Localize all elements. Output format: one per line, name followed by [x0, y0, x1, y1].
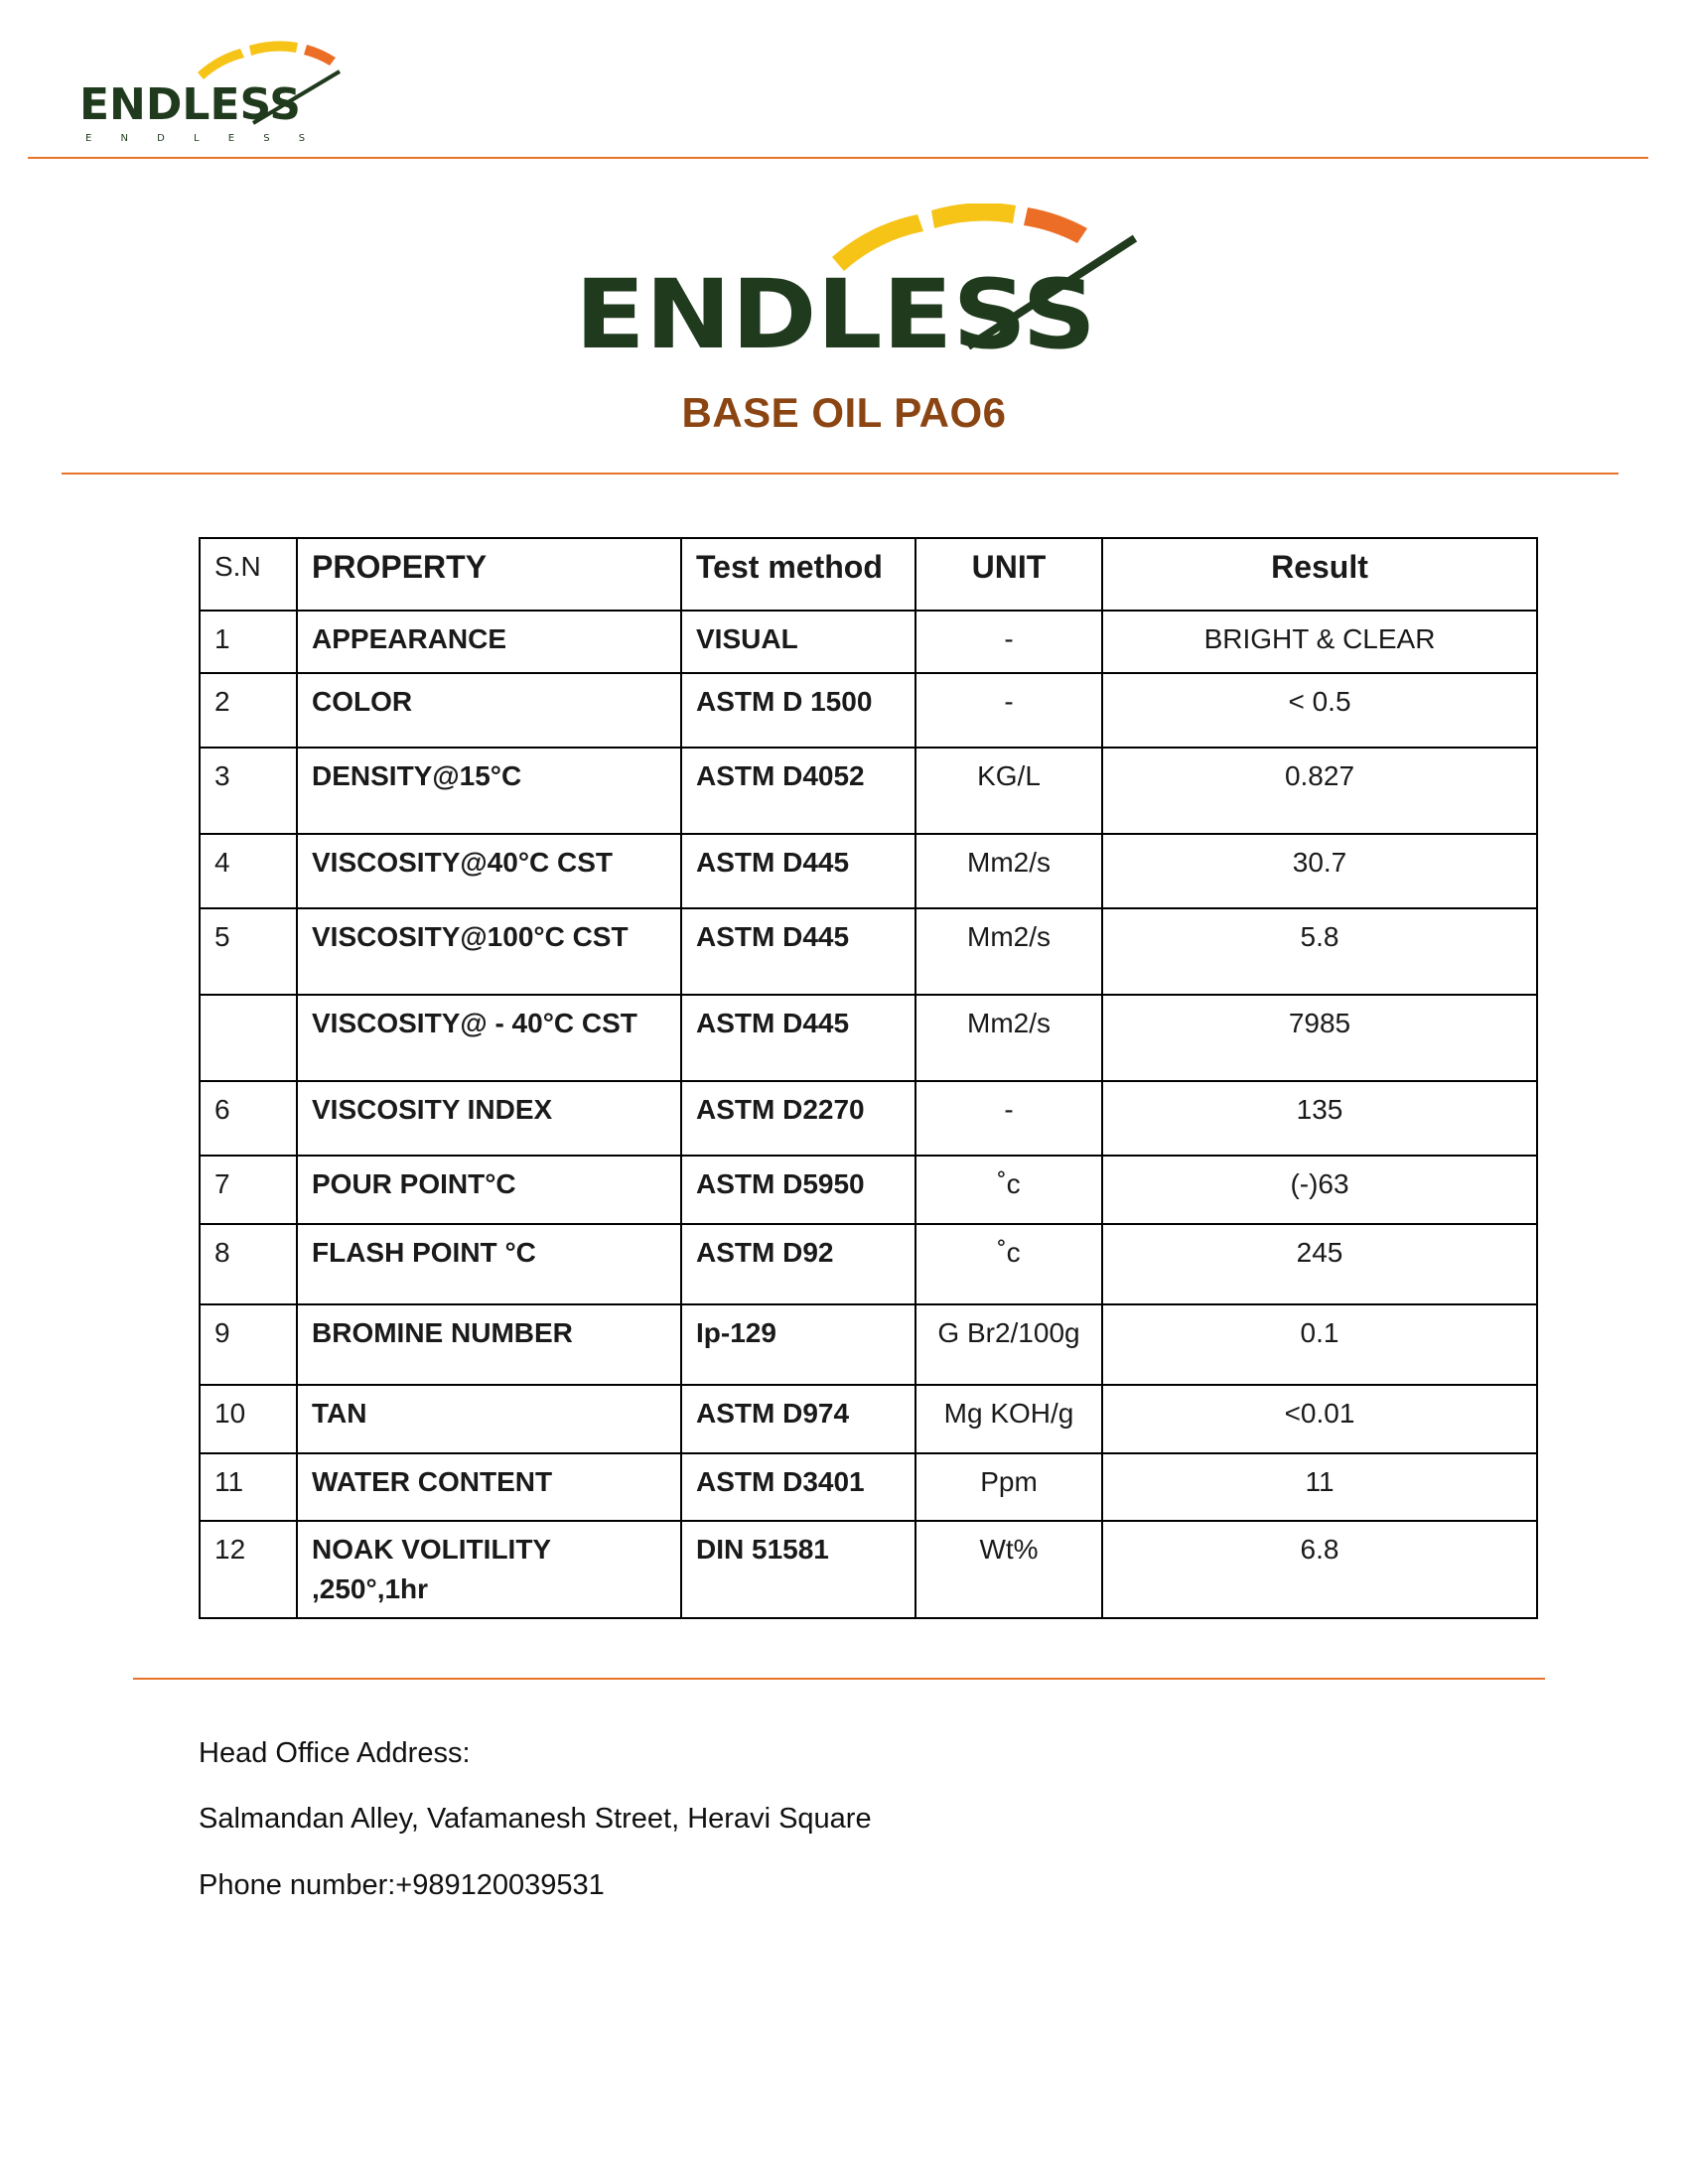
header-logo [70, 28, 348, 145]
row-method: ASTM D445 [681, 908, 915, 995]
table-row [200, 673, 1537, 748]
footer-rule [133, 1678, 1545, 1680]
row-property: APPEARANCE [297, 611, 681, 673]
row-result: 5.8 [1102, 908, 1537, 995]
logo-subtext: E N D L E S S [85, 133, 319, 144]
row-unit: KG/L [915, 748, 1102, 834]
row-property: BROMINE NUMBER [297, 1304, 681, 1385]
row-property: VISCOSITY@100°C CST [297, 908, 681, 995]
header-rule [28, 157, 1648, 159]
header-unit: UNIT [915, 538, 1102, 611]
phone-number: Phone number:+989120039531 [199, 1869, 605, 1901]
logo-wordmark-large: ENDLESS [575, 259, 1096, 362]
header-method: Test method [681, 538, 915, 611]
row-result: <0.01 [1102, 1385, 1537, 1453]
row-property: NOAK VOLITILITY ,250°,1hr [297, 1521, 681, 1618]
table-row [200, 1156, 1537, 1224]
row-method: ASTM D974 [681, 1385, 915, 1453]
row-method: ASTM D445 [681, 995, 915, 1081]
row-result: 245 [1102, 1224, 1537, 1304]
table-row [200, 1453, 1537, 1521]
title-rule [62, 473, 1618, 475]
row-property: WATER CONTENT [297, 1453, 681, 1521]
row-result: 135 [1102, 1081, 1537, 1156]
table-row [200, 834, 1537, 908]
address-line: Salmandan Alley, Vafamanesh Street, Heravi Square [199, 1803, 872, 1835]
row-unit: Mm2/s [915, 995, 1102, 1081]
table-header-row [200, 538, 1537, 611]
brand-logo [571, 204, 1147, 362]
row-unit: Mg KOH/g [915, 1385, 1102, 1453]
row-unit: ˚c [915, 1224, 1102, 1304]
row-sn: 5 [200, 908, 297, 995]
row-unit: - [915, 673, 1102, 748]
row-property: FLASH POINT °C [297, 1224, 681, 1304]
document-title: BASE OIL PAO6 [681, 389, 1007, 436]
row-unit: ˚c [915, 1156, 1102, 1224]
row-method: ASTM D 1500 [681, 673, 915, 748]
row-sn: 8 [200, 1224, 297, 1304]
row-property: TAN [297, 1385, 681, 1453]
row-unit: Mm2/s [915, 908, 1102, 995]
header-sn: S.N [200, 538, 297, 611]
row-result: 7985 [1102, 995, 1537, 1081]
row-method: ASTM D2270 [681, 1081, 915, 1156]
row-sn: 10 [200, 1385, 297, 1453]
logo-wordmark: ENDLESS [79, 79, 301, 130]
header-property: PROPERTY [297, 538, 681, 611]
row-sn: 4 [200, 834, 297, 908]
row-sn: 12 [200, 1521, 297, 1618]
row-result: 6.8 [1102, 1521, 1537, 1618]
row-method: ASTM D3401 [681, 1453, 915, 1521]
row-result: (-)63 [1102, 1156, 1537, 1224]
table-row [200, 1385, 1537, 1453]
row-result: 30.7 [1102, 834, 1537, 908]
table-row [200, 1521, 1537, 1618]
row-sn: 7 [200, 1156, 297, 1224]
row-method: ASTM D5950 [681, 1156, 915, 1224]
row-property: DENSITY@15°C [297, 748, 681, 834]
row-unit: Mm2/s [915, 834, 1102, 908]
row-property: POUR POINT°C [297, 1156, 681, 1224]
table-row [200, 748, 1537, 834]
row-unit: Wt% [915, 1521, 1102, 1618]
row-unit: - [915, 1081, 1102, 1156]
row-method: DIN 51581 [681, 1521, 915, 1618]
row-result: 11 [1102, 1453, 1537, 1521]
row-unit: - [915, 611, 1102, 673]
table-row [200, 1224, 1537, 1304]
table-row [200, 1304, 1537, 1385]
row-method: ASTM D92 [681, 1224, 915, 1304]
row-result: < 0.5 [1102, 673, 1537, 748]
row-method: VISUAL [681, 611, 915, 673]
spec-table [199, 537, 1538, 1619]
row-result: 0.1 [1102, 1304, 1537, 1385]
row-sn: 2 [200, 673, 297, 748]
row-result: 0.827 [1102, 748, 1537, 834]
row-property: COLOR [297, 673, 681, 748]
row-sn: 6 [200, 1081, 297, 1156]
row-property: VISCOSITY INDEX [297, 1081, 681, 1156]
header-result: Result [1102, 538, 1537, 611]
row-method: Ip-129 [681, 1304, 915, 1385]
table-row [200, 611, 1537, 673]
row-property: VISCOSITY@ - 40°C CST [297, 995, 681, 1081]
row-method: ASTM D4052 [681, 748, 915, 834]
row-sn: 11 [200, 1453, 297, 1521]
row-property: VISCOSITY@40°C CST [297, 834, 681, 908]
row-sn: 9 [200, 1304, 297, 1385]
row-method: ASTM D445 [681, 834, 915, 908]
row-unit: G Br2/100g [915, 1304, 1102, 1385]
row-sn: 3 [200, 748, 297, 834]
table-row [200, 995, 1537, 1081]
row-unit: Ppm [915, 1453, 1102, 1521]
address-label: Head Office Address: [199, 1737, 471, 1769]
row-sn: 1 [200, 611, 297, 673]
row-sn [200, 995, 297, 1081]
table-row [200, 908, 1537, 995]
table-row [200, 1081, 1537, 1156]
row-result: BRIGHT & CLEAR [1102, 611, 1537, 673]
